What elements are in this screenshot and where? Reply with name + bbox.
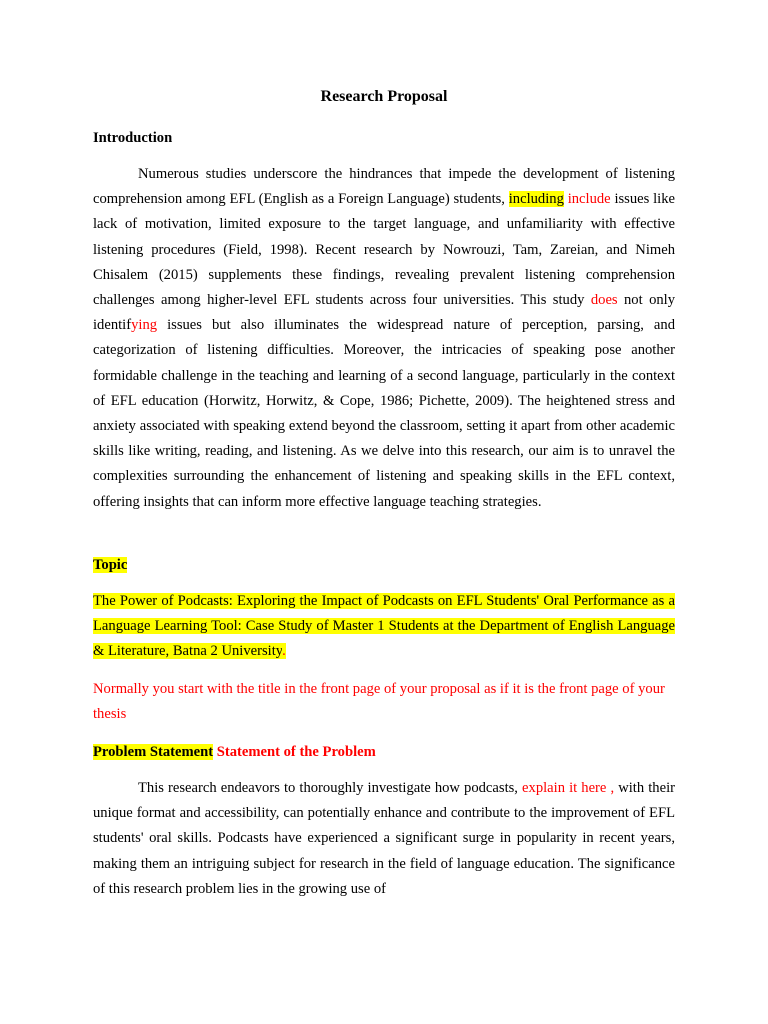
problem-text-2: with their unique format and accessibility, can potentially enhance and contribute to the improvement of EFL students' oral skills. Podcasts have experienced a significant surge in popularity in recent years, making them an intriguing subject for research in the field of language education. The significance of this research problem lies in the growing use of bbox=[93, 780, 675, 897]
topic-heading-text: Topic bbox=[93, 557, 128, 573]
document-title: Research Proposal bbox=[320, 88, 448, 105]
introduction-heading: Introduction bbox=[93, 130, 173, 146]
intro-text-3: not only identif bbox=[93, 292, 676, 334]
reviewer-comment-title: Normally you start with the title in the front page of your proposal as if it is the front page of your thesis bbox=[93, 681, 665, 722]
problem-text-1: This research endeavors to thoroughly investigate how podcasts, bbox=[138, 780, 523, 796]
introduction-paragraph bbox=[93, 162, 675, 515]
intro-text-1: Numerous studies underscore the hindrances that impede the development of listening comprehension among EFL (English as a Foreign Language) students, bbox=[93, 166, 675, 208]
reviewer-comment-explain: explain it here , bbox=[522, 780, 615, 796]
intro-text-2: issues like lack of motivation, limited exposure to the target language, and unfamiliarity with effective listening procedures (Field, 1998). Recent research by Nowrouzi, Tam, Zareian, and Nimeh Chisalem (2015) supplements these findings, revealing prevalent listening comprehension challenges among higher-level EFL students across four universities. This study bbox=[93, 191, 675, 309]
topic-title-period: . bbox=[282, 643, 286, 660]
correction-include: include bbox=[567, 191, 611, 208]
topic-title-paragraph bbox=[93, 589, 675, 665]
problem-heading-correction: Statement of the Problem bbox=[216, 744, 376, 760]
correction-ying: ying bbox=[131, 317, 158, 334]
intro-text-4: issues but also illuminates the widespread nature of perception, parsing, and categorization of listening difficulties. Moreover, the intricacies of speaking pose another formidable challenge in the teaching and learning of a second language, particularly in the context of EFL education (Horwitz, Horwitz, & Cope, 1986; Pichette, 2009). The heightened stress and anxiety associated with speaking extend beyond the classroom, setting it apart from other academic skills like writing, reading, and listening. As we delve into this research, our aim is to unravel the complexities surrounding the enhancement of listening and speaking skills in the EFL context, offering insights that can inform more effective language teaching strategies. bbox=[93, 317, 675, 510]
topic-title-text: The Power of Podcasts: Exploring the Impact of Podcasts on EFL Students' Oral Performance as a Language Learning Tool: Case Study of Master 1 Students at the Department of English Language & Literature, Batna 2 University bbox=[93, 593, 675, 660]
correction-does: does bbox=[590, 292, 618, 309]
highlighted-word-including: including bbox=[508, 191, 564, 208]
topic-heading bbox=[93, 555, 127, 575]
problem-paragraph bbox=[93, 776, 675, 902]
problem-heading bbox=[93, 742, 376, 762]
problem-heading-text: Problem Statement bbox=[93, 744, 214, 760]
